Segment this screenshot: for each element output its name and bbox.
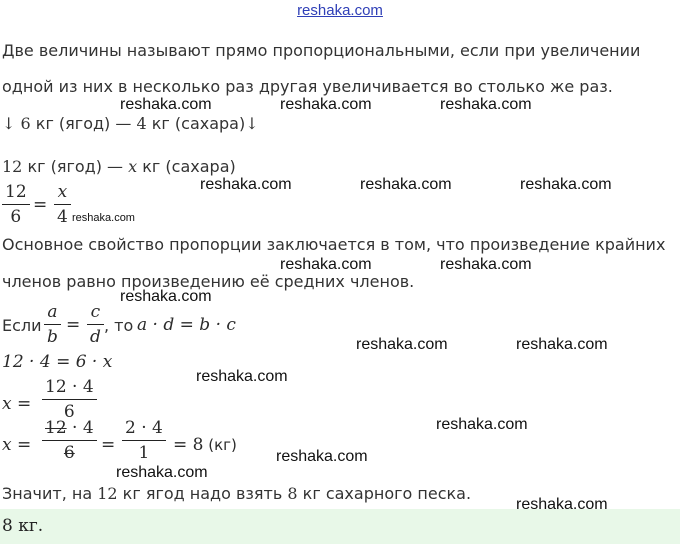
x-equals-label: x = (2, 435, 32, 455)
product-rule-formula: a · d = b · c (137, 315, 236, 335)
watermark: reshaka.com (120, 96, 212, 113)
then-word: , то (104, 316, 134, 335)
site-header-link[interactable]: reshaka.com (297, 2, 383, 19)
watermark: reshaka.com (520, 176, 612, 193)
watermark: reshaka.com (196, 368, 288, 385)
watermark: reshaka.com (120, 288, 212, 305)
struck-number: 6 (63, 443, 75, 463)
definition-line-1: Две величины называют прямо пропорциональными, если при увеличении (2, 41, 641, 60)
watermark: reshaka.com (440, 96, 532, 113)
property-line-2: членов равно произведению её средних членов. (2, 272, 415, 291)
fraction-a-over-b: a b (44, 302, 61, 347)
watermark: reshaka.com (116, 464, 208, 481)
row2-label-1: кг (ягод) — (22, 157, 129, 176)
watermark: reshaka.com (72, 212, 135, 224)
watermark: reshaka.com (356, 336, 448, 353)
equals-sign: = (33, 195, 48, 215)
row1-number-1: 6 (20, 114, 31, 133)
watermark: reshaka.com (440, 256, 532, 273)
watermark: reshaka.com (516, 496, 608, 513)
result-value: = 8 (кг) (173, 435, 237, 455)
watermark: reshaka.com (516, 336, 608, 353)
fraction-x-over-4: x 4 (54, 182, 71, 227)
watermark: reshaka.com (280, 256, 372, 273)
answer-box (0, 509, 680, 544)
arrow-down-icon: ↓ (2, 114, 16, 133)
equals-sign: = (66, 315, 81, 335)
proportion-row-1 (2, 114, 259, 133)
fraction-12x4-over-6: 12 · 4 6 (42, 377, 97, 422)
fraction-12-over-6: 12 6 (2, 182, 30, 227)
definition-line-2: одной из них в несколько раз другая увеличивается во столько же раз. (2, 77, 613, 96)
proportion-row-2 (2, 157, 236, 176)
arrow-down-icon: ↓ (245, 114, 259, 133)
equation-product: 12 · 4 = 6 · x (2, 352, 113, 372)
watermark: reshaka.com (360, 176, 452, 193)
row1-label-1: кг (ягод) — (30, 114, 137, 133)
fraction-reduced-12x4-over-6: 12 · 4 6 (42, 418, 97, 463)
watermark: reshaka.com (280, 96, 372, 113)
row1-label-2: кг (сахара) (146, 114, 246, 133)
row2-label-2: кг (сахара) (137, 157, 236, 176)
fraction-2x4-over-1: 2 · 4 1 (122, 418, 166, 463)
conclusion-text: Значит, на 12 кг ягод надо взять 8 кг сахарного песка. (2, 484, 472, 503)
x-equals-label: x = (2, 394, 32, 414)
watermark: reshaka.com (200, 176, 292, 193)
row1-number-2: 4 (136, 114, 147, 133)
property-line-1: Основное свойство пропорции заключается в том, что произведение крайних (2, 235, 666, 254)
watermark: reshaka.com (276, 448, 368, 465)
answer-text: 8 кг. (2, 516, 44, 536)
if-word: Если (2, 316, 42, 335)
row2-number-1: 12 (2, 157, 23, 176)
watermark: reshaka.com (436, 416, 528, 433)
equals-sign: = (101, 435, 116, 455)
fraction-c-over-d: c d (87, 302, 104, 347)
row2-variable: x (128, 157, 138, 176)
struck-number: 12 (45, 418, 67, 438)
